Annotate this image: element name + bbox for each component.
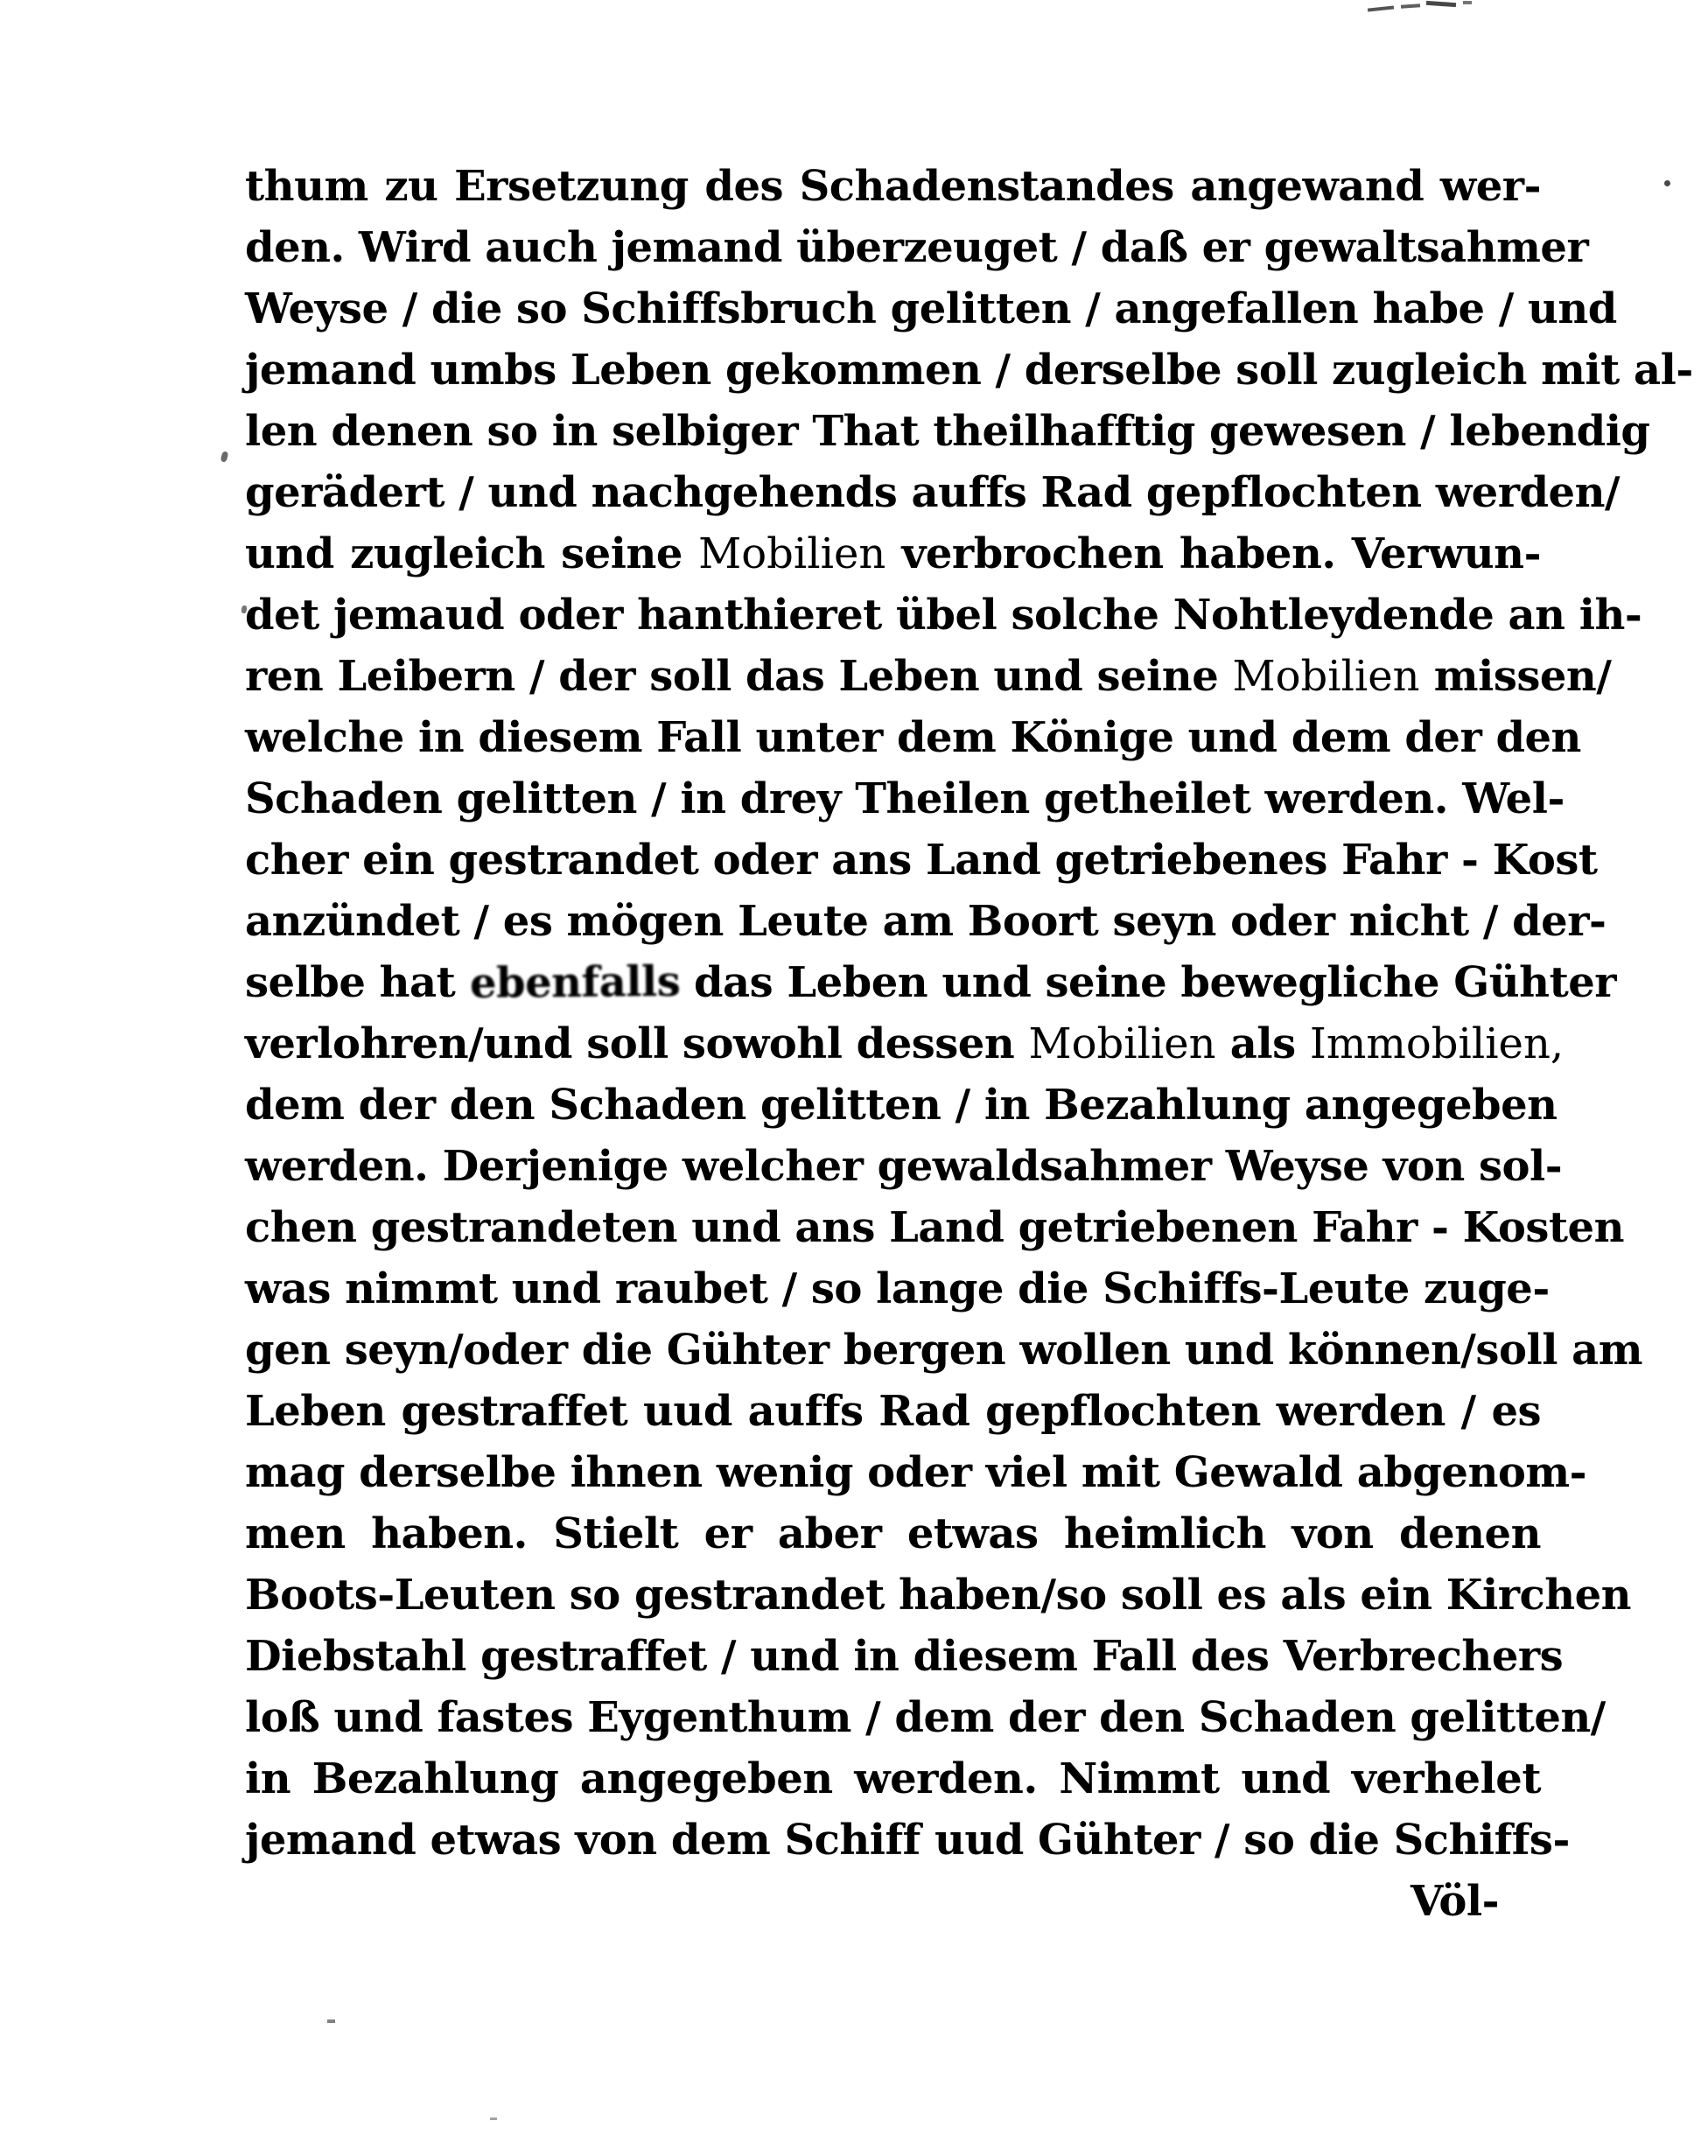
text-segment: Mobilien — [1232, 652, 1420, 701]
text-segment: det jemaud oder hanthieret übel solche Nohtleydende an ih- — [245, 591, 1642, 640]
text-line — [245, 768, 1564, 830]
text-line — [245, 830, 1598, 891]
text-segment: missen/ — [1419, 652, 1612, 701]
text-segment: ebenfalls — [469, 956, 681, 1009]
text-segment: das Leben und seine bewegliche Gühter — [679, 958, 1617, 1007]
text-segment: men haben. Stielt er aber etwas heimlich von denen — [245, 1509, 1541, 1558]
text-segment: und zugleich seine — [245, 529, 699, 578]
text-line — [245, 1197, 1624, 1258]
text-segment: als — [1215, 1019, 1310, 1068]
catchword: Völ- — [1410, 1877, 1499, 1926]
ink-speck — [490, 2118, 497, 2120]
text-lines — [245, 156, 1693, 1871]
text-segment: Diebstahl gestraffet / und in diesem Fall des Verbrechers — [245, 1632, 1564, 1681]
text-segment: dem der den Schaden gelitten / in Bezahlung angegeben — [245, 1081, 1558, 1130]
text-segment: Schaden gelitten / in drey Theilen getheilet werden. Wel- — [245, 774, 1564, 823]
text-line — [245, 1626, 1564, 1687]
text-line — [245, 1442, 1587, 1503]
text-segment: jemand etwas von dem Schiff uud Gühter / so die Schiffs- — [245, 1816, 1570, 1865]
text-segment: anzündet / es mögen Leute am Boort seyn oder nicht / der- — [245, 897, 1606, 946]
ink-speck — [1664, 180, 1670, 186]
text-segment: gen seyn/oder die Gühter bergen wollen und können/soll am — [245, 1326, 1643, 1375]
text-segment: verlohren/und soll sowohl dessen — [245, 1019, 1029, 1068]
text-segment: den. Wird auch jemand überzeuget / daß er gewaltsahmer — [245, 223, 1589, 272]
text-segment: Weyse / die so Schiffsbruch gelitten / angefallen habe / und — [245, 284, 1617, 333]
text-line — [245, 217, 1589, 278]
text-line — [245, 1687, 1606, 1748]
text-segment: selbe hat — [245, 958, 470, 1007]
text-line — [245, 1381, 1541, 1442]
text-segment: in Bezahlung angegeben werden. Nimmt und verhelet — [245, 1754, 1541, 1803]
text-segment: Mobilien — [698, 529, 886, 578]
text-segment: ren Leibern / der soll das Leben und seine — [245, 652, 1233, 701]
text-line — [245, 340, 1693, 401]
text-segment: Boots-Leuten so gestrandet haben/so soll es als ein Kirchen — [245, 1571, 1632, 1620]
text-segment: was nimmt und raubet / so lange die Schiffs-Leute zuge- — [245, 1264, 1550, 1313]
text-line — [245, 1136, 1563, 1197]
text-line — [245, 1564, 1632, 1626]
text-line — [245, 707, 1581, 768]
text-line — [245, 401, 1650, 462]
ink-speck — [1401, 4, 1420, 9]
text-line — [245, 1013, 1564, 1074]
text-line — [245, 1810, 1570, 1871]
text-segment: werden. Derjenige welcher gewaldsahmer Weyse von sol- — [245, 1142, 1563, 1191]
text-line — [245, 156, 1541, 217]
text-segment: thum zu Ersetzung des Schadenstandes angewand wer- — [245, 162, 1541, 211]
text-line — [245, 646, 1612, 707]
text-segment: verbrochen haben. Verwun- — [886, 529, 1541, 578]
text-line — [245, 1320, 1643, 1381]
text-segment: mag derselbe ihnen wenig oder viel mit Gewald abgenom- — [245, 1448, 1587, 1497]
text-segment: len denen so in selbiger That theilhafftig gewesen / lebendig — [245, 407, 1650, 456]
text-segment: welche in diesem Fall unter dem Könige und dem der den — [245, 713, 1581, 762]
ink-speck — [220, 451, 229, 462]
text-segment: Leben gestraffet uud auffs Rad gepflochten werden / es — [245, 1387, 1541, 1436]
catchword-row — [245, 1871, 1541, 1932]
text-line — [245, 278, 1617, 340]
text-segment: cher ein gestrandet oder ans Land getriebenes Fahr - Kost — [245, 836, 1598, 885]
text-line — [245, 891, 1606, 952]
text-segment: chen gestrandeten und ans Land getriebenen Fahr - Kosten — [245, 1203, 1624, 1252]
text-segment: loß und fastes Eygenthum / dem der den Schaden gelitten/ — [245, 1693, 1606, 1742]
text-line — [245, 1074, 1558, 1136]
text-line — [245, 1503, 1541, 1564]
text-segment: jemand umbs Leben gekommen / derselbe soll zugleich mit al- — [245, 346, 1693, 395]
ink-speck — [1426, 1, 1456, 7]
text-line — [245, 952, 1617, 1013]
ink-speck — [1368, 5, 1394, 11]
text-block — [245, 156, 1693, 1932]
text-line — [245, 1748, 1541, 1810]
text-line — [245, 1258, 1550, 1320]
text-line — [245, 523, 1541, 584]
text-segment: Mobilien — [1028, 1019, 1216, 1068]
text-segment: gerädert / und nachgehends auffs Rad gepflochten werden/ — [245, 468, 1620, 517]
ink-speck — [327, 2020, 335, 2023]
text-line — [245, 584, 1642, 646]
text-segment: Immobilien, — [1309, 1019, 1564, 1068]
text-line — [245, 462, 1620, 523]
ink-speck — [1463, 1, 1472, 4]
